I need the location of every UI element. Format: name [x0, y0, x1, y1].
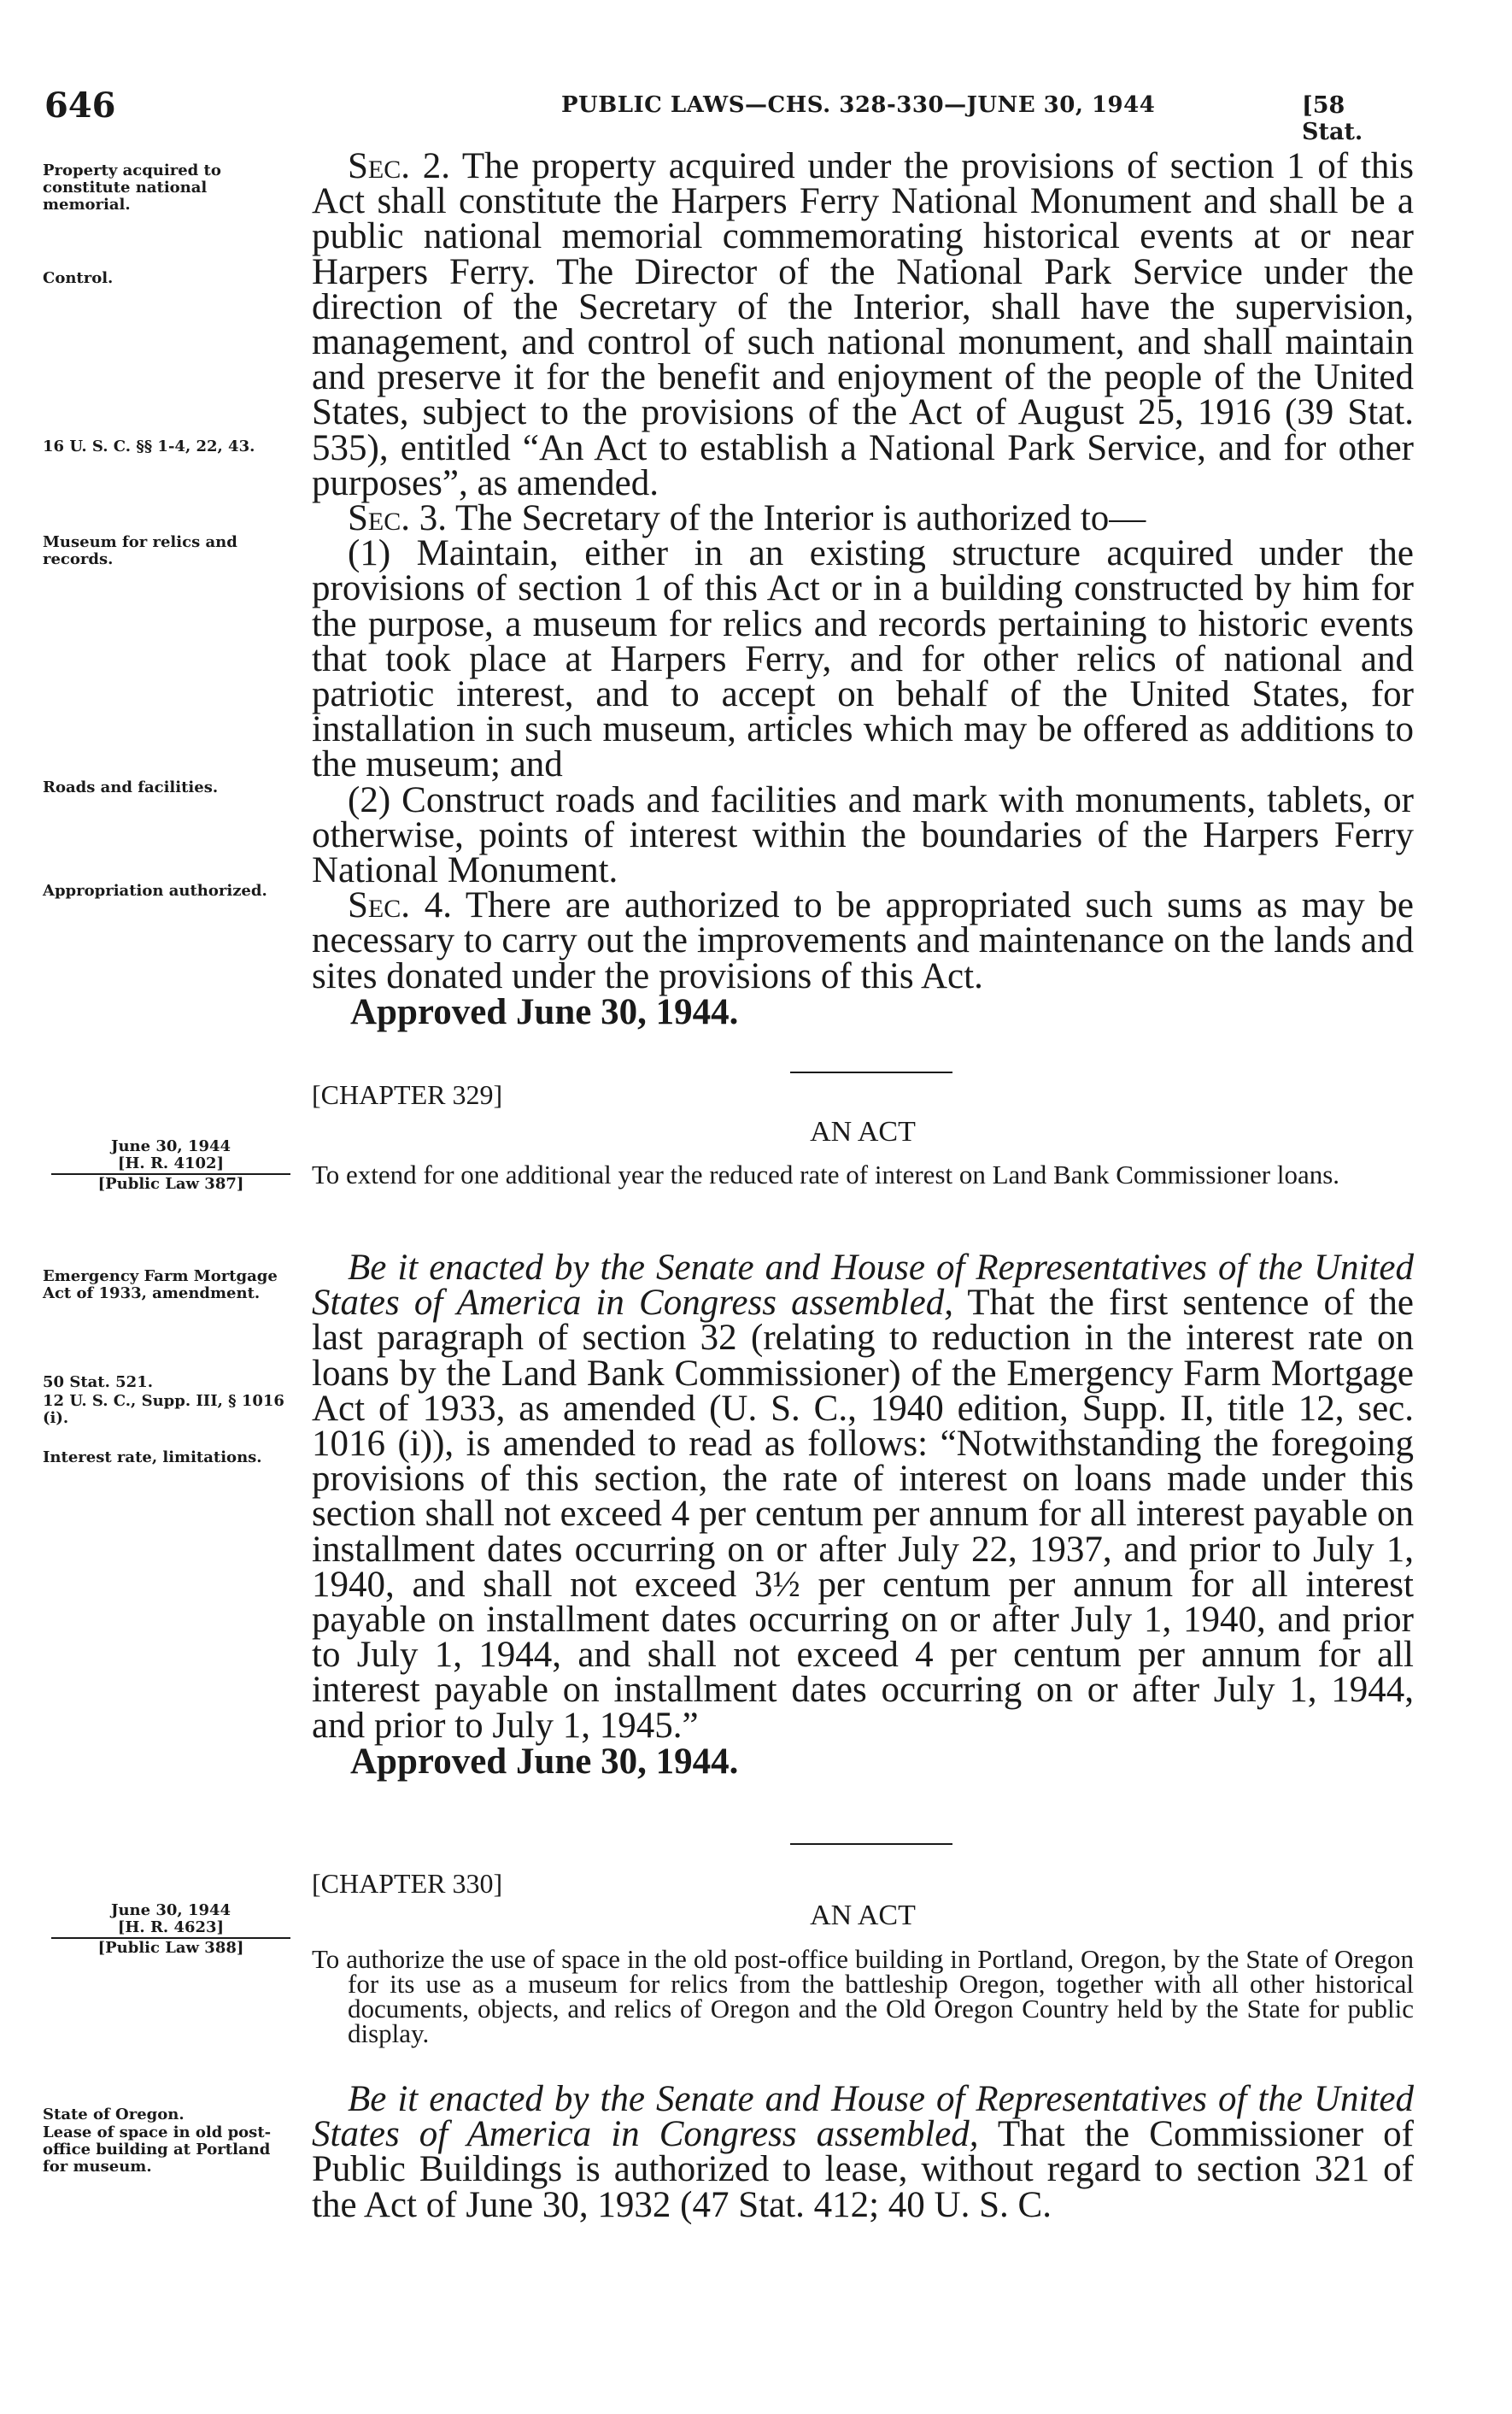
- margin-note-usc-cite: 16 U. S. C. §§ 1-4, 22, 43.: [43, 438, 255, 455]
- chapter-329-heading: [CHAPTER 329]: [312, 1079, 503, 1110]
- margin-note-interest: Interest rate, limitations.: [43, 1448, 262, 1466]
- section-rule: [790, 1843, 952, 1845]
- margin-note-property: Property acquired to constitute national memorial.: [43, 162, 221, 214]
- chapter-330-citation: [43, 1902, 299, 1957]
- chapter-330-title: To authorize the use of space in the old post-office building in Portland, Oregon, by the State of Oregon for its use as a museum for relics from the battleship Oregon, together with all other historical documents, objects, and relics of Oregon and the Old Oregon Country held by the State for public display.: [312, 1944, 1414, 2048]
- ch329-bill: [H. R. 4102]: [117, 1154, 225, 1172]
- ch330-date: June 30, 1944: [110, 1901, 231, 1919]
- section-3-item-1: (1) Maintain, either in an existing structure acquired under the provisions of section 1 of this Act or in a building constructed by him for the purpose, a museum for relics and records pertaining to historic events that took place at Harpers Ferry, and for other relics of national and patriotic interest, and to accept on behalf of the United States, for installation in such museum, articles which may be offered as additions to the museum; and: [312, 533, 1414, 785]
- section-3-text: The Secretary of the Interior is authorized to—: [447, 498, 1146, 539]
- chapter-330-act-label: AN ACT: [810, 1900, 916, 1931]
- running-title: PUBLIC LAWS—CHS. 328-330—JUNE 30, 1944: [561, 92, 1156, 118]
- chapter-330-provision: That the Commissioner of Public Buildings is authorized to lease, without regard to section 321 of the Act of June 30, 1932 (47 Stat. 412; 40 U. S. C.: [312, 2114, 1415, 2225]
- chapter-329-act-label: AN ACT: [810, 1116, 916, 1148]
- margin-note-museum: Museum for relics and records.: [43, 533, 237, 568]
- ch329-date: June 30, 1944: [110, 1137, 231, 1155]
- volume-reference: [58 Stat.: [1302, 92, 1363, 145]
- approved-date-1: Approved June 30, 1944.: [350, 991, 739, 1032]
- section-3-lead: Sec. 3.: [348, 498, 447, 539]
- section-2-lead: Sec. 2.: [348, 146, 450, 186]
- margin-note-control: Control.: [43, 269, 114, 287]
- section-4: [312, 885, 1415, 996]
- chapter-329-title: To extend for one additional year the reduced rate of interest on Land Bank Commissioner loans.: [312, 1160, 1340, 1189]
- margin-note-stat-cite-1: 50 Stat. 521.: [43, 1373, 153, 1391]
- ch329-public-law: [Public Law 387]: [97, 1175, 244, 1193]
- margin-note-stat-cite-2: 12 U. S. C., Supp. III, § 1016 (i).: [43, 1392, 284, 1427]
- section-2: [312, 146, 1415, 503]
- section-3-item-2: (2) Construct roads and facilities and mark with monuments, tablets, or otherwise, points of interest within the boundaries of the Harpers Ferry National Monument.: [312, 779, 1414, 891]
- margin-note-appropriation: Appropriation authorized.: [43, 882, 267, 900]
- section-rule: [790, 1072, 952, 1073]
- enacting-clause: Be it enacted by the Senate and House of Representatives of the United States of America in Congress assembled,: [312, 2079, 1414, 2155]
- running-head: [44, 85, 1411, 145]
- margin-note-emergency: Emergency Farm Mortgage Act of 1933, amendment.: [43, 1267, 278, 1302]
- chapter-330-heading: [CHAPTER 330]: [312, 1868, 503, 1899]
- chapter-329-body: [312, 1250, 1414, 1780]
- chapter-329-text: [312, 1248, 1414, 1746]
- section-4-text: There are authorized to be appropriated such sums as may be necessary to carry out the improvements and maintenance on the lands and sites donated under the provisions of this Act.: [312, 885, 1415, 996]
- chapter-330-text: [312, 2079, 1415, 2225]
- margin-note-oregon-2: Lease of space in old post-office building at Portland for museum.: [43, 2123, 272, 2176]
- approved-date-2: Approved June 30, 1944.: [350, 1741, 739, 1782]
- chapter-330-body: [312, 2079, 1415, 2225]
- section-3: [312, 498, 1414, 539]
- section-4-lead: Sec. 4.: [348, 885, 452, 926]
- chapter-329-citation: [43, 1138, 299, 1193]
- chapter-328-continuation: [312, 146, 1415, 1032]
- chapter-329-provision: That the first sentence of the last paragraph of section 32 (relating to reduction in the interest rate on loans by the Land Bank Commissioner) of the Emergency Farm Mortgage Act of 1933, as amended (U. S. C., 1940 edition, Supp. II, title 12, sec. 1016 (i)), is amended to read as follows: “Notwithstanding the foregoing provisions of this section, the rate of interest on loans made under this section shall not exceed 4 per centum per annum for all interest payable on installment dates occurring on or after July 22, 1937, and prior to July 1, 1940, and shall not exceed 3½ per centum per annum for all interest payable on installment dates occurring on or after July 1, 1940, and prior to July 1, 1944, and shall not exceed 4 per centum per annum for all interest payable on installment dates occurring on or after July 1, 1944, and prior to July 1, 1945.”: [312, 1283, 1414, 1746]
- ch330-bill: [H. R. 4623]: [117, 1918, 225, 1936]
- enacting-clause: Be it enacted by the Senate and House of Representatives of the United States of America in Congress assembled,: [312, 1248, 1414, 1324]
- ch330-public-law: [Public Law 388]: [97, 1939, 244, 1957]
- margin-note-oregon-1: State of Oregon.: [43, 2106, 185, 2123]
- page-number: 646: [44, 85, 116, 126]
- section-2-text: The property acquired under the provisions of section 1 of this Act shall constitute the Harpers Ferry National Monument and shall be a public national memorial commemorating historical events at or near Harpers Ferry. The Director of the National Park Service under the direction of the Secretary of the Interior, shall have the supervision, management, and control of such national monument, and shall maintain and preserve it for the benefit and enjoyment of the people of the United States, subject to the provisions of the Act of August 25, 1916 (39 Stat. 535), entitled “An Act to establish a National Park Service, and for other purposes”, as amended.: [312, 146, 1415, 503]
- margin-note-roads: Roads and facilities.: [43, 778, 219, 796]
